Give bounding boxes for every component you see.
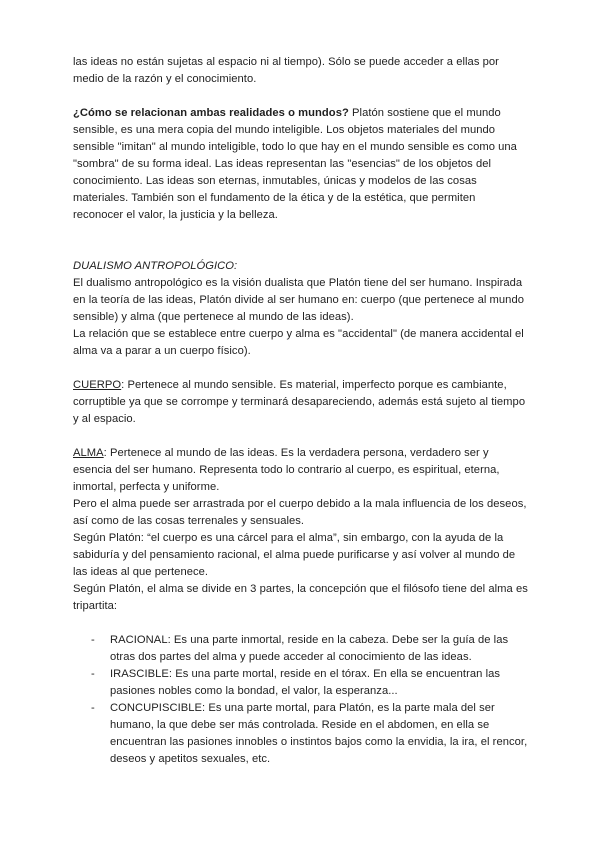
- body-label: CUERPO: [73, 379, 122, 391]
- dualism-heading: DUALISMO ANTROPOLÓGICO:: [73, 260, 238, 272]
- list-bullet: -: [91, 702, 95, 714]
- list-item-text: RACIONAL: Es una parte inmortal, reside en la cabeza. Debe ser la guía de las otras dos partes del alma y puede acceder al conocimiento de las ideas.: [110, 634, 509, 663]
- list-item-text: IRASCIBLE: Es una parte mortal, reside en el tórax. En ella se encuentran las pasiones nobles como la bondad, el valor, la esperanza...: [110, 668, 501, 697]
- list-bullet: -: [91, 634, 95, 646]
- body-text: : Pertenece al mundo sensible. Es material, imperfecto porque es cambiante, corruptible ya que se corrompe y terminará desapareciendo, además está sujeto al tiempo y al espacio.: [73, 379, 526, 425]
- soul-label: ALMA: [73, 447, 104, 459]
- spacer: [73, 428, 528, 445]
- spacer: [73, 615, 528, 632]
- soul-paragraph-2: Pero el alma puede ser arrastrada por el cuerpo debido a la mala influencia de los deseos, así como de las cosas terrenales y sensuales.: [73, 498, 527, 527]
- list-item-text: CONCUPISCIBLE: Es una parte mortal, para Platón, es la parte mala del ser humano, la que debe ser más controlada. Reside en el abdomen, en ella se encuentran las pasiones innobles o instintos bajos como la envidia, la ira, el rencor, deseos y apetitos sexuales, etc.: [110, 702, 528, 765]
- relation-question: ¿Cómo se relacionan ambas realidades o mundos?: [73, 107, 349, 119]
- list-item-racional: [73, 632, 528, 666]
- relation-paragraph: [73, 105, 528, 224]
- spacer: [73, 88, 528, 105]
- spacer: [73, 224, 528, 258]
- soul-paragraph-4: Según Platón, el alma se divide en 3 partes, la concepción que el filósofo tiene del alma es tripartita:: [73, 583, 528, 612]
- dualism-paragraph-2: La relación que se establece entre cuerpo y alma es "accidental" (de manera accidental el alma va a parar a un cuerpo físico).: [73, 328, 524, 357]
- dualism-paragraph-1: El dualismo antropológico es la visión dualista que Platón tiene del ser humano. Inspirada en la teoría de las ideas, Platón divide al ser humano en: cuerpo (que pertenece al mundo sensible) y alma (que pertenece al mundo de las ideas).: [73, 277, 524, 323]
- document-page: [73, 54, 528, 768]
- body-paragraph: [73, 377, 528, 428]
- soul-paragraph-3: Según Platón: “el cuerpo es una cárcel para el alma”, sin embargo, con la ayuda de la sabiduría y del pensamiento racional, el alma puede purificarse y así volver al mundo de las ideas al que pertenece.: [73, 532, 516, 578]
- soul-paragraph: [73, 445, 528, 496]
- spacer: [73, 360, 528, 377]
- soul-parts-list: [73, 632, 528, 768]
- soul-text: : Pertenece al mundo de las ideas. Es la verdadera persona, verdadero ser y esencia del ser humano. Representa todo lo contrario al cuerpo, es espiritual, eterna, inmortal, perfecta y uniforme.: [73, 447, 500, 493]
- relation-text: Platón sostiene que el mundo sensible, es una mera copia del mundo inteligible. Los objetos materiales del mundo sensible "imitan" al mundo inteligible, todo lo que hay en el mundo sensible es como una "sombra" de su forma ideal. Las ideas representan las "esencias" de los objetos del conocimiento. Las ideas son eternas, inmutables, únicas y modelos de las cosas materiales. También son el fundamento de la ética y de la estética, que permiten reconocer el valor, la justicia y la belleza.: [73, 107, 517, 221]
- intro-paragraph: las ideas no están sujetas al espacio ni al tiempo). Sólo se puede acceder a ellas por medio de la razón y el conocimiento.: [73, 56, 499, 85]
- list-item-irascible: [73, 666, 528, 700]
- list-item-concupiscible: [73, 700, 528, 768]
- list-bullet: -: [91, 668, 95, 680]
